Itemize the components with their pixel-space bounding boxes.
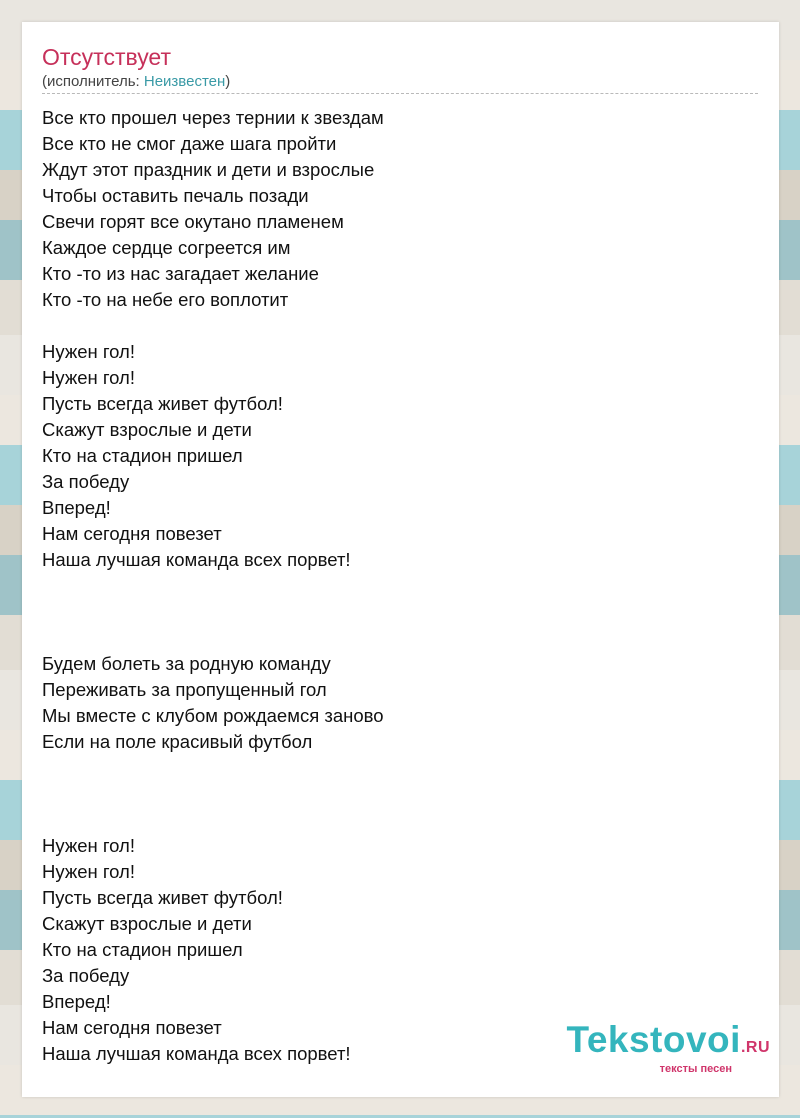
artist-line	[42, 72, 230, 92]
artist-link[interactable]: Неизвестен	[143, 73, 226, 90]
logo-name: Tekstovoi	[566, 1019, 741, 1060]
logo-tld: .RU	[740, 1039, 770, 1056]
logo-tagline: тексты песен	[659, 1063, 732, 1075]
lyrics-text: Все кто прошел через тернии к звездам Все кто не смог даже шага пройти Ждут этот праздник и дети и взрослые Чтобы оставить печаль позади Свечи горят все окутано пламенем Каждое сердце согреется им Кто -то из нас загадает желание Кто -то на небе его воплотит Нужен гол! Нужен гол! Пусть всегда живет футбол! Скажут взрослые и дети Кто на стадион пришел За победу Вперед! Нам сегодня повезет Наша лучшая команда всех порвет! Будем болеть за родную команду Переживать за пропущенный гол Мы вместе с клубом рождаемся заново Если на поле красивый футбол Нужен гол! Нужен гол! Пусть всегда живет футбол! Скажут взрослые и дети Кто на стадион пришел За победу Вперед! Нам сегодня повезет Наша лучшая команда всех порвет!	[42, 107, 384, 1064]
divider	[42, 93, 758, 94]
site-logo[interactable]	[566, 1021, 770, 1075]
lyrics-sheet	[22, 22, 779, 1097]
artist-prefix: (исполнитель:	[42, 73, 144, 90]
artist-suffix: )	[225, 73, 231, 90]
song-title: Отсутствует	[42, 44, 171, 70]
